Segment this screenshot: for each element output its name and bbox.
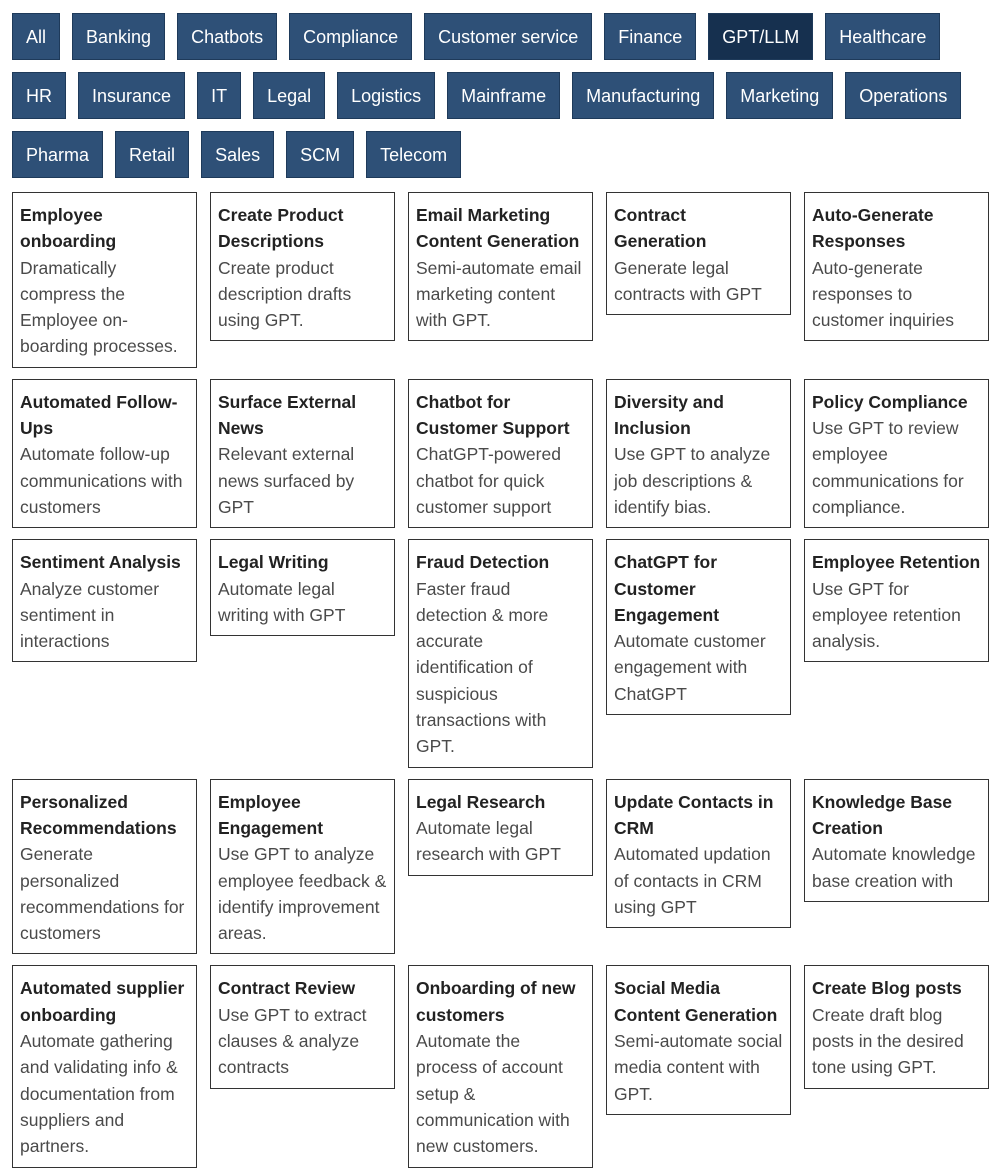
- use-case-card[interactable]: [804, 192, 989, 341]
- card-title: Create Blog posts: [812, 978, 962, 999]
- use-case-card[interactable]: [12, 539, 197, 662]
- card-description: Auto-generate responses to customer inquiries: [812, 257, 954, 331]
- use-case-card[interactable]: [12, 379, 197, 528]
- card-description: Use GPT to review employee communications for compliance.: [812, 418, 964, 517]
- card-title: Fraud Detection: [416, 552, 550, 573]
- use-case-card[interactable]: [12, 965, 197, 1167]
- filter-button-it[interactable]: IT: [197, 72, 241, 119]
- card-title: Policy Compliance: [812, 391, 968, 412]
- card-description: Use GPT to analyze job descriptions & identify bias.: [614, 444, 771, 517]
- card-title: Automated supplier onboarding: [20, 978, 185, 1025]
- filter-button-hr[interactable]: HR: [12, 72, 66, 119]
- card-description: Automate legal research with GPT: [416, 817, 561, 865]
- filter-button-telecom[interactable]: Telecom: [366, 131, 461, 178]
- card-description: Automate gathering and validating info & documentation from suppliers and partners.: [20, 1031, 178, 1157]
- use-case-card[interactable]: [408, 192, 593, 341]
- card-description: Generate legal contracts with GPT: [614, 257, 762, 304]
- filter-button-all[interactable]: All: [12, 13, 60, 60]
- card-title: Personalized Recommendations: [20, 791, 177, 838]
- card-title: Employee Engagement: [218, 791, 324, 838]
- use-case-card[interactable]: [210, 965, 395, 1088]
- filter-button-sales[interactable]: Sales: [201, 131, 274, 178]
- card-description: Automate knowledge base creation with: [812, 844, 976, 891]
- card-description: Automate legal writing with GPT: [218, 578, 346, 625]
- filter-button-mainframe[interactable]: Mainframe: [447, 72, 560, 119]
- card-title: Contract Generation: [614, 205, 707, 252]
- use-case-card[interactable]: [408, 965, 593, 1167]
- use-case-card[interactable]: [606, 539, 791, 715]
- card-title: Onboarding of new customers: [416, 978, 576, 1025]
- card-title: Update Contacts in CRM: [614, 791, 774, 838]
- category-filter-bar: [12, 13, 992, 178]
- card-description: Automate the process of account setup & communication with new customers.: [416, 1031, 570, 1157]
- card-description: Relevant external news surfaced by GPT: [218, 444, 355, 517]
- card-description: ChatGPT-powered chatbot for quick customer support: [416, 444, 561, 517]
- card-description: Automate follow-up communications with customers: [20, 444, 183, 517]
- use-case-card[interactable]: [606, 379, 791, 528]
- use-case-card[interactable]: [408, 379, 593, 528]
- filter-button-marketing[interactable]: Marketing: [726, 72, 833, 119]
- filter-button-retail[interactable]: Retail: [115, 131, 189, 178]
- use-case-card[interactable]: [12, 779, 197, 955]
- use-case-card[interactable]: [408, 779, 593, 876]
- card-description: Semi-automate social media content with GPT.: [614, 1031, 783, 1104]
- use-case-card[interactable]: [210, 379, 395, 528]
- use-case-card[interactable]: [804, 779, 989, 902]
- use-case-card[interactable]: [606, 965, 791, 1114]
- card-description: Automated updation of contacts in CRM using GPT: [614, 844, 771, 917]
- filter-button-customer-service[interactable]: Customer service: [424, 13, 592, 60]
- use-case-card[interactable]: [210, 192, 395, 341]
- card-description: Use GPT to extract clauses & analyze contracts: [218, 1004, 367, 1078]
- card-description: Use GPT to analyze employee feedback & identify improvement areas.: [218, 844, 387, 944]
- card-description: Automate customer engagement with ChatGPT: [614, 631, 766, 704]
- card-title: Legal Writing: [218, 552, 329, 573]
- card-title: Chatbot for Customer Support: [416, 391, 570, 439]
- card-title: Email Marketing Content Generation: [416, 205, 580, 252]
- filter-button-legal[interactable]: Legal: [253, 72, 325, 119]
- card-description: Create draft blog posts in the desired tone using GPT.: [812, 1004, 964, 1078]
- card-title: Employee onboarding: [20, 205, 117, 252]
- filter-button-insurance[interactable]: Insurance: [78, 72, 185, 119]
- card-title: Automated Follow-Ups: [20, 391, 178, 439]
- card-description: Analyze customer sentiment in interactions: [20, 578, 160, 652]
- card-title: Legal Research: [416, 791, 546, 812]
- filter-button-chatbots[interactable]: Chatbots: [177, 13, 277, 60]
- use-case-card[interactable]: [408, 539, 593, 767]
- card-description: Create product description drafts using GPT.: [218, 257, 352, 331]
- card-description: Semi-automate email marketing content with GPT.: [416, 257, 582, 331]
- card-title: Employee Retention: [812, 552, 981, 573]
- filter-button-operations[interactable]: Operations: [845, 72, 961, 119]
- card-title: Surface External News: [218, 391, 357, 439]
- card-title: Create Product Descriptions: [218, 205, 344, 252]
- filter-button-scm[interactable]: SCM: [286, 131, 354, 178]
- card-title: Knowledge Base Creation: [812, 791, 953, 838]
- card-title: Social Media Content Generation: [614, 978, 778, 1025]
- use-case-card[interactable]: [210, 779, 395, 955]
- card-title: Contract Review: [218, 978, 356, 999]
- use-case-card[interactable]: [12, 192, 197, 368]
- filter-button-gpt-llm[interactable]: GPT/LLM: [708, 13, 813, 60]
- use-case-card[interactable]: [606, 192, 791, 315]
- use-case-card[interactable]: [210, 539, 395, 636]
- filter-button-pharma[interactable]: Pharma: [12, 131, 103, 178]
- use-case-card[interactable]: [804, 379, 989, 528]
- card-description: Faster fraud detection & more accurate identification of suspicious transactions with GPT.: [416, 578, 549, 757]
- filter-button-compliance[interactable]: Compliance: [289, 13, 412, 60]
- filter-button-manufacturing[interactable]: Manufacturing: [572, 72, 714, 119]
- filter-button-healthcare[interactable]: Healthcare: [825, 13, 940, 60]
- card-description: Use GPT for employee retention analysis.: [812, 578, 961, 652]
- use-case-card[interactable]: [804, 965, 989, 1088]
- use-case-grid: [12, 192, 989, 1168]
- card-title: Auto-Generate Responses: [812, 205, 934, 252]
- card-title: Sentiment Analysis: [20, 552, 181, 573]
- filter-button-logistics[interactable]: Logistics: [337, 72, 435, 119]
- use-case-card[interactable]: [606, 779, 791, 928]
- card-title: ChatGPT for Customer Engagement: [614, 552, 720, 625]
- use-case-card[interactable]: [804, 539, 989, 662]
- card-description: Dramatically compress the Employee on-boarding processes.: [20, 257, 178, 357]
- filter-button-finance[interactable]: Finance: [604, 13, 696, 60]
- card-description: Generate personalized recommendations for customers: [20, 844, 185, 944]
- filter-button-banking[interactable]: Banking: [72, 13, 165, 60]
- card-title: Diversity and Inclusion: [614, 391, 724, 439]
